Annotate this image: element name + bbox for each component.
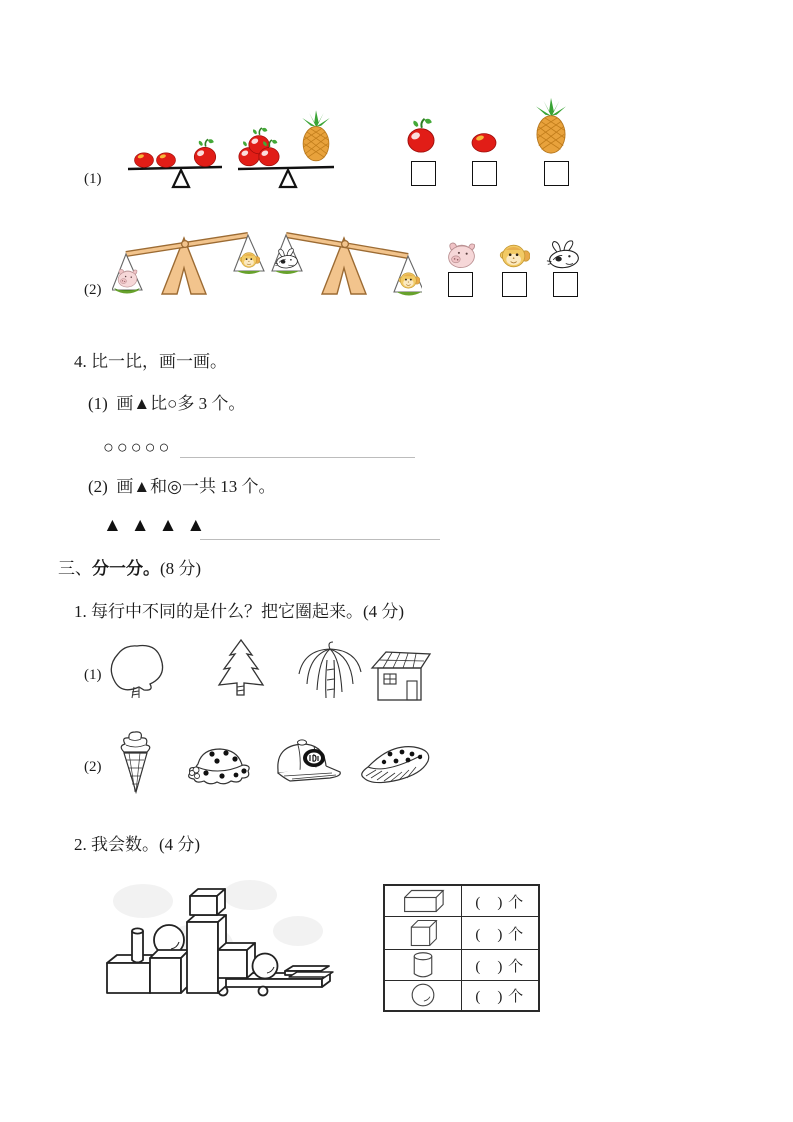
pineapple-icon (531, 97, 571, 155)
q4-part2-answer-line[interactable] (200, 539, 440, 540)
cherry-icon (157, 153, 176, 168)
rabbit-icon (546, 240, 582, 269)
table-row (384, 917, 539, 950)
section3-number: 三、 (58, 559, 92, 578)
balance-scales-scene (112, 226, 422, 314)
q4-part2-given-triangles: ▲▲▲▲ (103, 515, 215, 536)
answer-box-pig[interactable] (448, 272, 473, 297)
section3-q1-text: 1. 每行中不同的是什么？把它圈起来。(4 分) (74, 602, 405, 621)
section3-header (58, 559, 201, 579)
table-row (384, 885, 539, 917)
baseball-cap-icon[interactable] (270, 736, 344, 786)
ice-cream-icon[interactable] (116, 730, 154, 794)
q4-part1-given-circles: ○○○○○ (103, 437, 173, 457)
pineapple-icon (302, 110, 329, 161)
section3-q2-text: 2. 我会数。(4 分) (74, 835, 201, 854)
balance-scale-icon (272, 235, 422, 296)
cherry-icon (135, 153, 154, 168)
count-cell-cylinder[interactable]: ( ) 个 (461, 950, 539, 981)
q1-row1-label: (1) (84, 667, 102, 683)
q4-part1-text: 画▲比○多 3 个。 (116, 394, 246, 413)
balance-scale-icon (112, 235, 264, 294)
answer-box-rabbit[interactable] (553, 272, 578, 297)
q4-part2-text: 画▲和◎一共 13 个。 (116, 477, 276, 496)
count-cell-cuboid[interactable]: ( ) 个 (461, 885, 539, 917)
answer-box-monkey[interactable] (502, 272, 527, 297)
monkey-icon (499, 243, 530, 269)
q3-part1-label: (1) (84, 171, 102, 187)
q1-row2-label: (2) (84, 759, 102, 775)
pine-tree-icon[interactable] (216, 638, 266, 702)
section3-points: (8 分) (160, 559, 202, 578)
cuboid-icon (398, 887, 448, 915)
q4-part1-line (88, 394, 245, 414)
cube-icon (404, 918, 442, 948)
section3-title: 分一分。 (92, 559, 160, 578)
sphere-icon (409, 982, 437, 1008)
answer-box-pineapple[interactable] (544, 161, 569, 186)
table-row (384, 981, 539, 1011)
answer-box-apple[interactable] (411, 161, 436, 186)
fulcrum-triangle-icon (280, 170, 296, 187)
q4-title: 4. 比一比，画一画。 (74, 352, 227, 371)
table-row (384, 950, 539, 981)
pig-icon (446, 241, 477, 269)
apple-icon (403, 116, 439, 154)
q3-part2-label: (2) (84, 282, 102, 298)
apple-tree-icon[interactable] (106, 642, 168, 700)
shape-count-table (383, 884, 540, 1012)
house-icon[interactable] (370, 648, 432, 702)
count-cell-cube[interactable]: ( ) 个 (461, 917, 539, 950)
count-cell-sphere[interactable]: ( ) 个 (461, 981, 539, 1011)
cylinder-icon (411, 951, 435, 979)
q4-part1-answer-line[interactable] (180, 457, 415, 458)
cherry-icon (468, 130, 500, 154)
apple-icon (194, 139, 215, 166)
q4-part2-line (88, 477, 276, 497)
blocks-scene (103, 876, 341, 1006)
fulcrum-triangle-icon (173, 170, 189, 187)
sun-hat-icon[interactable] (184, 740, 256, 788)
answer-box-cherry[interactable] (472, 161, 497, 186)
seesaw-scene (105, 96, 355, 196)
q4-part1-label: (1) (88, 394, 108, 413)
flat-hat-icon[interactable] (356, 740, 434, 788)
q4-part2-label: (2) (88, 477, 108, 496)
willow-tree-icon[interactable] (294, 640, 366, 702)
